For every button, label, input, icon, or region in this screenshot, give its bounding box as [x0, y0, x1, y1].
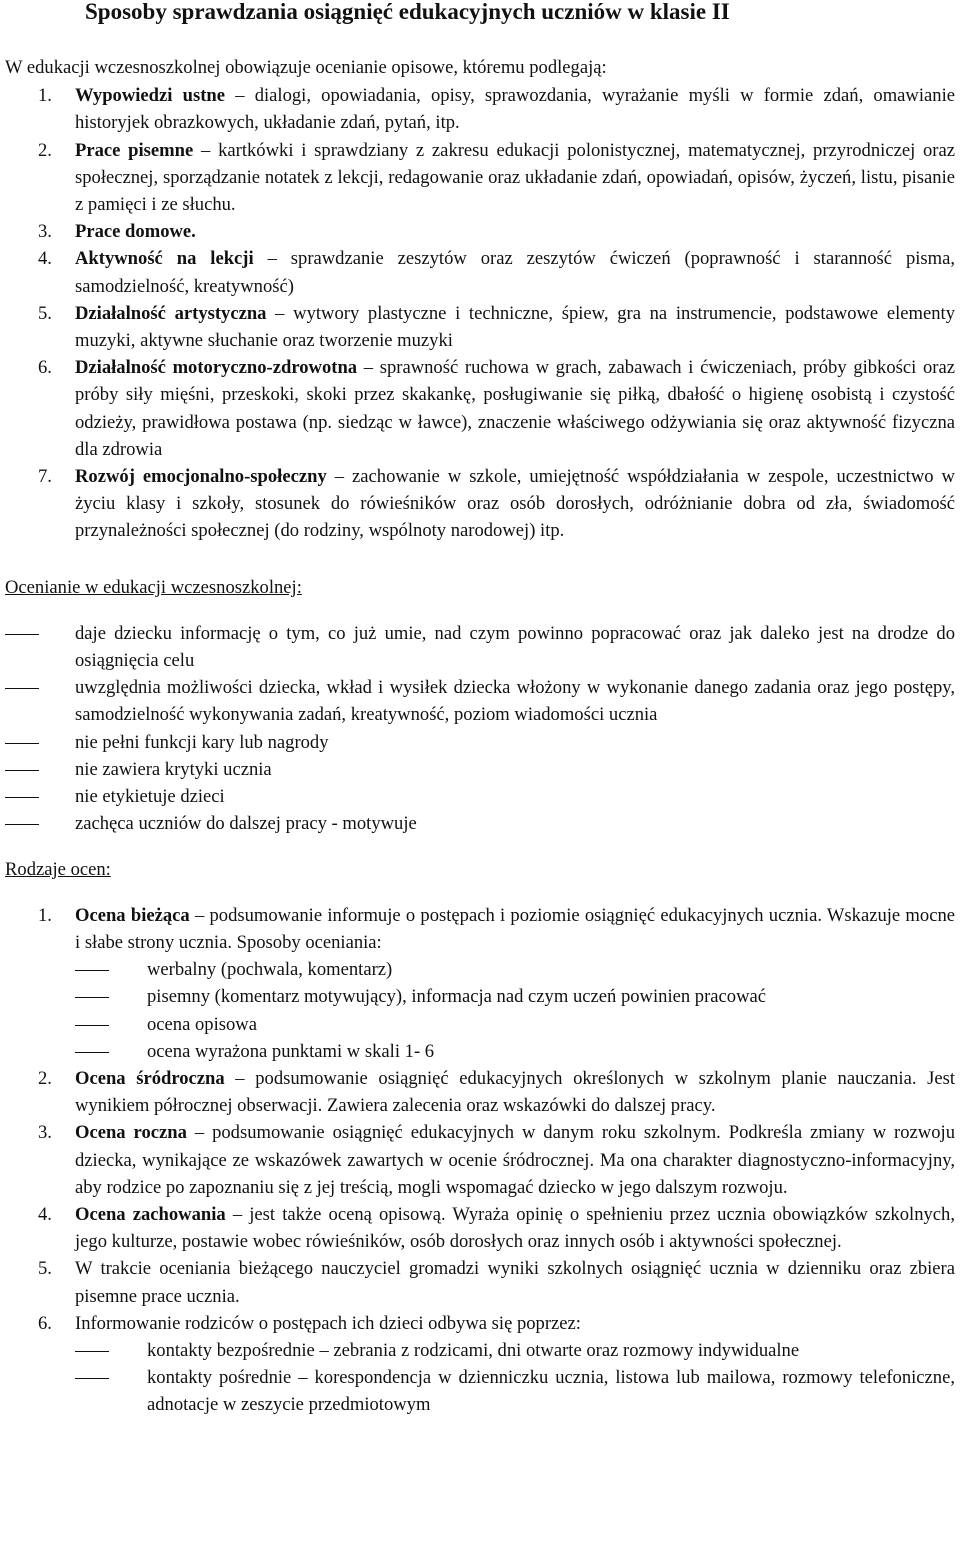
item-term: Działalność artystyczna: [75, 302, 267, 324]
item-number: 4.: [38, 1203, 52, 1225]
item-description: sprawdzanie zeszytów oraz zeszytów ćwiczeń (poprawność i staranność pisma, samodzielność, kreatywność): [75, 248, 956, 297]
item-term: Wypowiedzi ustne: [75, 85, 225, 107]
sub-list: [75, 1337, 955, 1419]
list-item: [5, 1255, 955, 1309]
list-item: daje dziecku informację o tym, co już umie, nad czym powinno popracować oraz jak daleko jest na drodze do osiągnięcia celu: [5, 620, 955, 674]
item-description: sprawność ruchowa w grach, zabawach i ćwiczeniach, próby gibkości oraz próby siły mięśni, przeskoki, skoki przez skakankę, posługiwanie się piłką, dbałość o higienę osobistą i czystość odzieży, prawidłowa postawa (np. siedząc w ławce), znaczenie właściwego odżywiania się oraz aktywność fizyczna dla zdrowia: [75, 357, 955, 460]
list-item: 2. Prace pisemne – kartkówki i sprawdziany z zakresu edukacji polonistycznej, matematycznej, przyrodniczej oraz społecznej, sporządzanie notatek z lekcji, redagowanie oraz układanie zdań, opowiadań, opisów, życzeń, listu, pisanie z pamięci i ze słuchu.: [5, 137, 955, 219]
item-description: W trakcie oceniania bieżącego nauczyciel gromadzi wyniki szkolnych osiągnięć ucznia w dzienniku oraz zbiera pisemne prace ucznia.: [75, 1258, 955, 1307]
item-number: 3.: [38, 1122, 52, 1144]
item-number: 5.: [38, 302, 52, 324]
list-item: 7. Rozwój emocjonalno-społeczny – zachowanie w szkole, umiejętność współdziałania w zespole, uczestnictwo w życiu klasy i szkoły, stosunek do rówieśników oraz osób dorosłych, odróżnianie dobra od zła, świadomość przynależności społecznej (do rodziny, wspólnoty narodowej) itp.: [5, 463, 955, 545]
sub-list-item: pisemny (komentarz motywujący), informacja nad czym uczeń powinien pracować: [5, 983, 955, 1010]
list-item: [5, 1310, 955, 1419]
list-item: nie zawiera krytyki ucznia: [5, 756, 955, 783]
page-title: Sposoby sprawdzania osiągnięć edukacyjnych uczniów w klasie II: [85, 0, 730, 24]
item-term: Ocena zachowania: [75, 1203, 226, 1225]
list-item: 2. Ocena śródroczna – podsumowanie osiągnięć edukacyjnych określonych w szkolnym planie nauczania. Jest wynikiem półrocznej obserwacji. Zawiera zalecenia oraz wskazówki do dalszej pracy.: [5, 1065, 955, 1119]
sub-list-item: werbalny (pochwala, komentarz): [5, 956, 955, 983]
item-term: Działalność motoryczno-zdrowotna: [75, 357, 358, 379]
sub-list-item: ocena wyrażona punktami w skali 1- 6: [5, 1038, 955, 1065]
list-item: 5. Działalność artystyczna – wytwory plastyczne i techniczne, śpiew, gra na instrumencie, podstawowe elementy muzyki, aktywne słuchanie oraz tworzenie muzyki: [5, 300, 955, 354]
item-description: podsumowanie informuje o postępach i poziomie osiągnięć edukacyjnych ucznia. Wskazuje mocne i słabe strony ucznia. Sposoby oceniania:: [75, 904, 955, 953]
section-heading-ocenianie: Ocenianie w edukacji wczesnoszkolnej:: [5, 576, 302, 598]
item-number: 1.: [38, 85, 52, 107]
item-number: 1.: [38, 904, 52, 926]
item-term: Ocena roczna: [75, 1122, 187, 1144]
list-item: 6. Działalność motoryczno-zdrowotna – sprawność ruchowa w grach, zabawach i ćwiczeniach, próby gibkości oraz próby siły mięśni, przeskoki, skoki przez skakankę, posługiwanie się piłką, dbałość o higienę osobistą i czystość odzieży, prawidłowa postawa (np. siedząc w ławce), znaczenie właściwego odżywiania się oraz aktywność fizyczna dla zdrowia: [5, 354, 955, 463]
list-item: nie etykietuje dzieci: [5, 783, 955, 810]
item-description: Informowanie rodziców o postępach ich dzieci odbywa się poprzez:: [75, 1312, 581, 1334]
item-term: Ocena bieżąca: [75, 904, 190, 926]
list-item: nie pełni funkcji kary lub nagrody: [5, 729, 955, 756]
item-term: Ocena śródroczna: [75, 1067, 225, 1089]
list-item: 3. Ocena roczna – podsumowanie osiągnięć edukacyjnych w danym roku szkolnym. Podkreśla zmiany w rozwoju dziecka, wynikające ze wskazówek zawartych w ocenie śródrocznej. Ma ona charakter diagnostyczno-informacyjny, aby rodzice po zapoznaniu się z jej treścią, mogli wspomagać dziecko w jego dalszym rozwoju.: [5, 1119, 955, 1201]
ocenianie-list: [5, 620, 955, 838]
item-number: 7.: [38, 466, 52, 488]
intro-text: W edukacji wczesnoszkolnej obowiązuje ocenianie opisowe, któremu podlegają:: [5, 57, 607, 78]
item-number: 2.: [38, 139, 52, 161]
methods-list: [5, 82, 955, 544]
sub-list: [75, 956, 955, 1065]
item-number: 5.: [38, 1258, 52, 1280]
list-item: 1. Wypowiedzi ustne – dialogi, opowiadania, opisy, sprawozdania, wyrażanie myśli w formie zdań, omawianie historyjek obrazkowych, układanie zdań, pytań, itp.: [5, 82, 955, 136]
item-description: dialogi, opowiadania, opisy, sprawozdania, wyrażanie myśli w formie zdań, omawianie historyjek obrazkowych, układanie zdań, pytań, itp.: [75, 85, 955, 134]
section-heading-rodzaje: Rodzaje ocen:: [5, 859, 111, 881]
item-description: wytwory plastyczne i techniczne, śpiew, gra na instrumencie, podstawowe elementy muzyki, aktywne słuchanie oraz tworzenie muzyki: [75, 302, 955, 352]
item-term: Aktywność na lekcji: [75, 248, 254, 270]
item-number: 4.: [38, 248, 52, 270]
item-term: Prace pisemne: [75, 139, 194, 161]
list-item: uwzględnia możliwości dziecka, wkład i wysiłek dziecka włożony w wykonanie danego zadania oraz jego postępy, samodzielność wykonywania zadań, kreatywność, poziom wiadomości ucznia: [5, 674, 955, 728]
item-description: jest także oceną opisową. Wyraża opinię o spełnieniu przez ucznia obowiązków szkolnych, jego kulturze, postawie wobec rówieśników, osób dorosłych oraz innych osób i aktywności społecznej.: [75, 1203, 955, 1253]
list-item: 1. Ocena bieżąca – podsumowanie informuje o postępach i poziomie osiągnięć edukacyjnych ucznia. Wskazuje mocne i słabe strony ucznia. Sposoby oceniania: werbalny (pochwala, komentarz) pisemny (komentarz motywujący), informacja nad czym uczeń powinien pracować ocena opisowa ocena wyrażona punktami w skali 1- 6: [5, 902, 955, 1065]
item-description: podsumowanie osiągnięć edukacyjnych w danym roku szkolnym. Podkreśla zmiany w rozwoju dziecka, wynikające ze wskazówek zawartych w ocenie śródrocznej. Ma ona charakter diagnostyczno-informacyjny, aby rodzice po zapoznaniu się z jej treścią, mogli wspomagać dziecko w jego dalszym rozwoju.: [75, 1122, 955, 1198]
item-number: 6.: [38, 1312, 52, 1334]
list-item: zachęca uczniów do dalszej pracy - motywuje: [5, 810, 955, 837]
item-number: 6.: [38, 357, 52, 379]
list-item: 4. Ocena zachowania – jest także oceną opisową. Wyraża opinię o spełnieniu przez ucznia obowiązków szkolnych, jego kulturze, postawie wobec rówieśników, osób dorosłych oraz innych osób i aktywności społecznej.: [5, 1201, 955, 1255]
sub-list-item: ocena opisowa: [5, 1011, 955, 1038]
item-number: 3.: [38, 221, 52, 243]
item-number: 2.: [38, 1067, 52, 1089]
item-description: podsumowanie osiągnięć edukacyjnych określonych w szkolnym planie nauczania. Jest wynikiem półrocznej obserwacji. Zawiera zalecenia oraz wskazówki do dalszej pracy.: [75, 1067, 955, 1117]
rodzaje-list: [5, 902, 955, 1419]
sub-list-item: kontakty pośrednie – korespondencja w dzienniczku ucznia, listowa lub mailowa, rozmowy telefoniczne, adnotacje w zeszycie przedmiotowym: [5, 1364, 955, 1418]
item-description: zachowanie w szkole, umiejętność współdziałania w zespole, uczestnictwo w życiu klasy i szkoły, stosunek do rówieśników oraz osób dorosłych, odróżnianie dobra od zła, świadomość przynależności społecznej (do rodziny, wspólnoty narodowej) itp.: [75, 466, 955, 542]
item-term: Rozwój emocjonalno-społeczny: [75, 466, 327, 488]
list-item: [5, 218, 955, 245]
sub-list-item: kontakty bezpośrednie – zebrania z rodzicami, dni otwarte oraz rozmowy indywidualne: [5, 1337, 955, 1364]
item-description: kartkówki i sprawdziany z zakresu edukacji polonistycznej, matematycznej, przyrodniczej oraz społecznej, sporządzanie notatek z lekcji, redagowanie oraz układanie zdań, opowiadań, opisów, życzeń, listu, pisanie z pamięci i ze słuchu.: [75, 139, 955, 216]
list-item: 4. Aktywność na lekcji – sprawdzanie zeszytów oraz zeszytów ćwiczeń (poprawność i staranność pisma, samodzielność, kreatywność): [5, 245, 955, 299]
item-term: Prace domowe.: [75, 221, 196, 243]
